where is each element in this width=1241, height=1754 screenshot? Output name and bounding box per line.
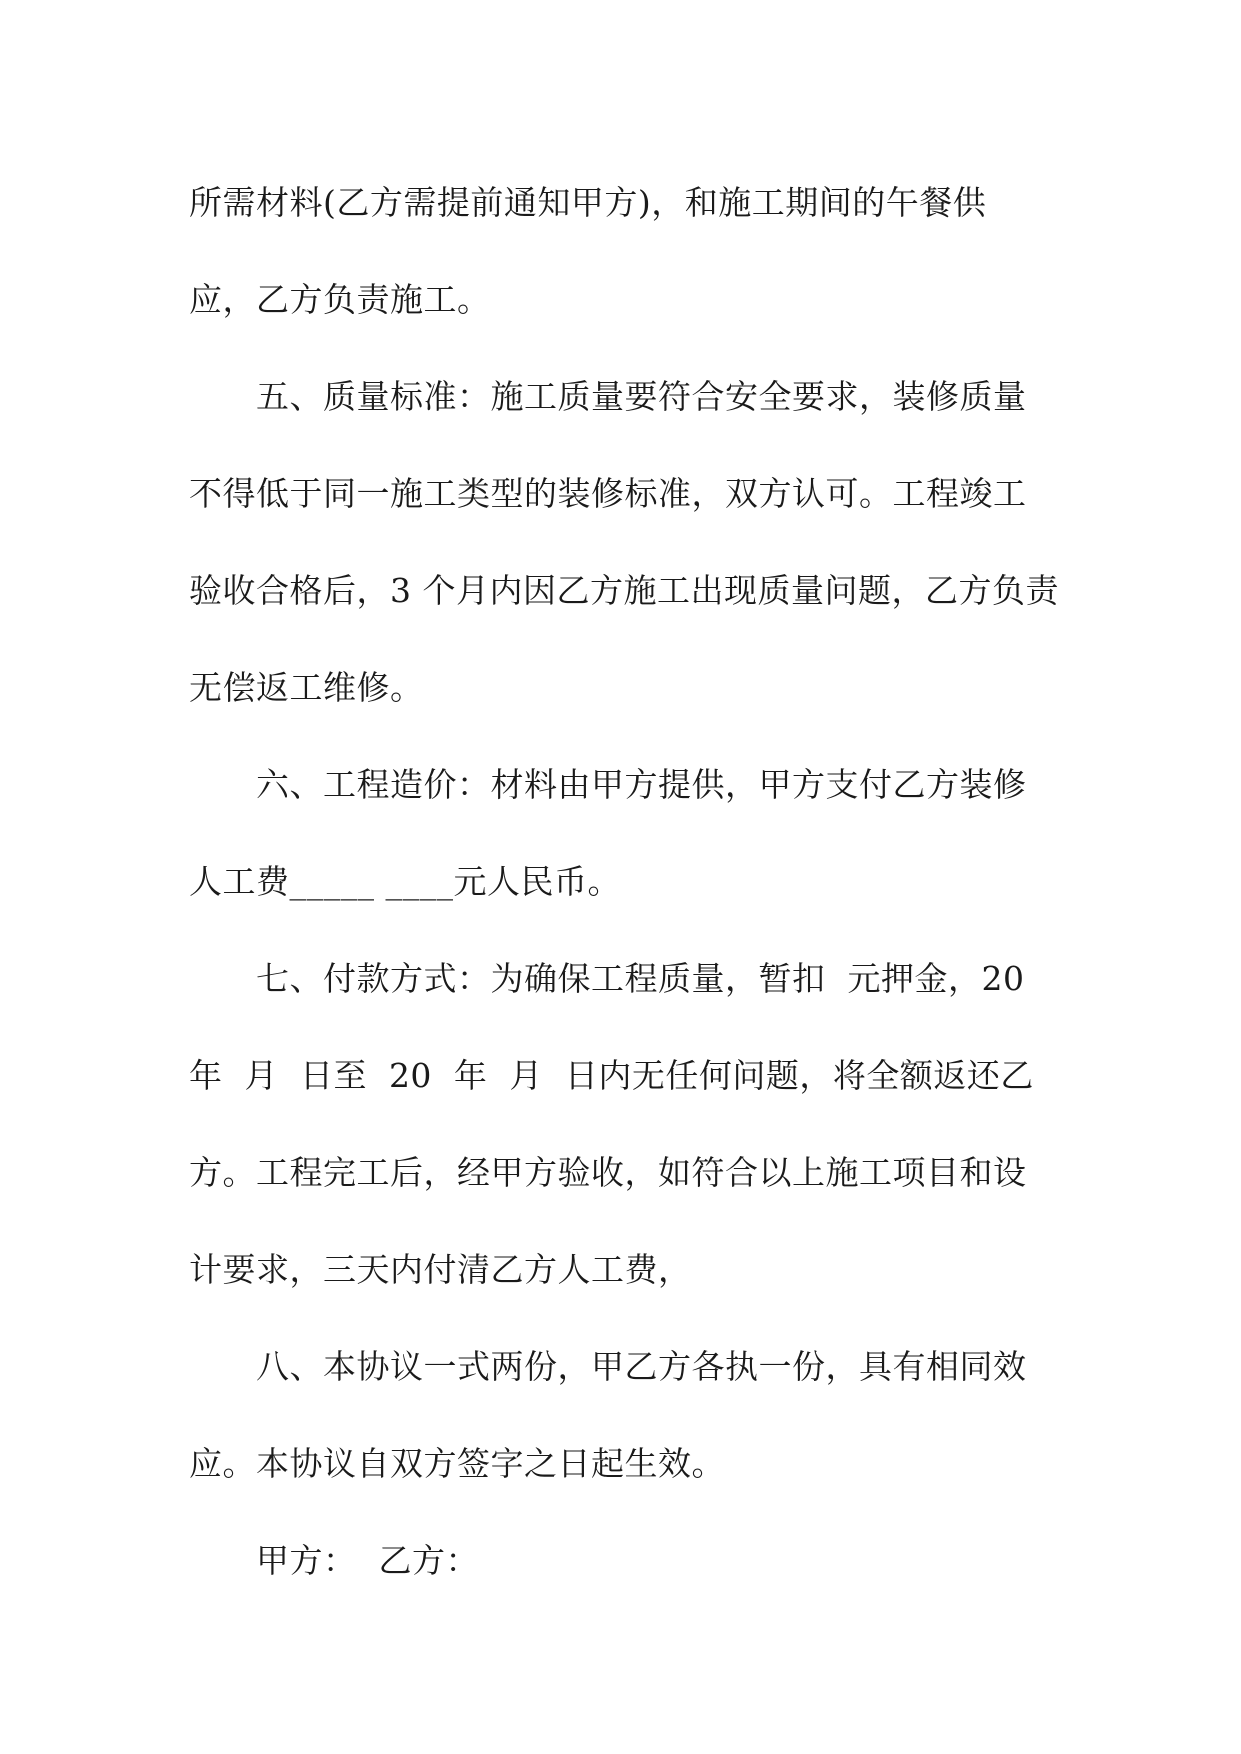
text-line: 方。工程完工后，经甲方验收，如符合以上施工项目和设	[189, 1153, 1027, 1192]
section-six-heading: 六、工程造价：材料由甲方提供，甲方支付乙方装修	[256, 765, 1027, 804]
text-line: 应，乙方负责施工。	[189, 280, 491, 319]
text-line: 所需材料(乙方需提前通知甲方)，和施工期间的午餐供	[189, 183, 987, 222]
text-line: 年 月 日至 20 年 月 日内无任何问题，将全额返还乙	[189, 1056, 1034, 1095]
section-seven-heading: 七、付款方式：为确保工程质量，暂扣 元押金，20	[256, 959, 1025, 998]
section-five-heading: 五、质量标准：施工质量要符合安全要求，装修质量	[256, 377, 1027, 416]
text-line: 人工费_____ ____元人民币。	[189, 862, 621, 901]
text-line: 计要求，三天内付清乙方人工费，	[189, 1250, 692, 1289]
section-eight-heading: 八、本协议一式两份，甲乙方各执一份，具有相同效	[256, 1347, 1027, 1386]
text-line: 验收合格后，3 个月内因乙方施工出现质量问题，乙方负责	[189, 571, 1059, 610]
text-line: 无偿返工维修。	[189, 668, 424, 707]
text-line: 不得低于同一施工类型的装修标准，双方认可。工程竣工	[189, 474, 1027, 513]
text-line: 应。本协议自双方签字之日起生效。	[189, 1444, 725, 1483]
signature-line: 甲方： 乙方：	[256, 1541, 479, 1580]
